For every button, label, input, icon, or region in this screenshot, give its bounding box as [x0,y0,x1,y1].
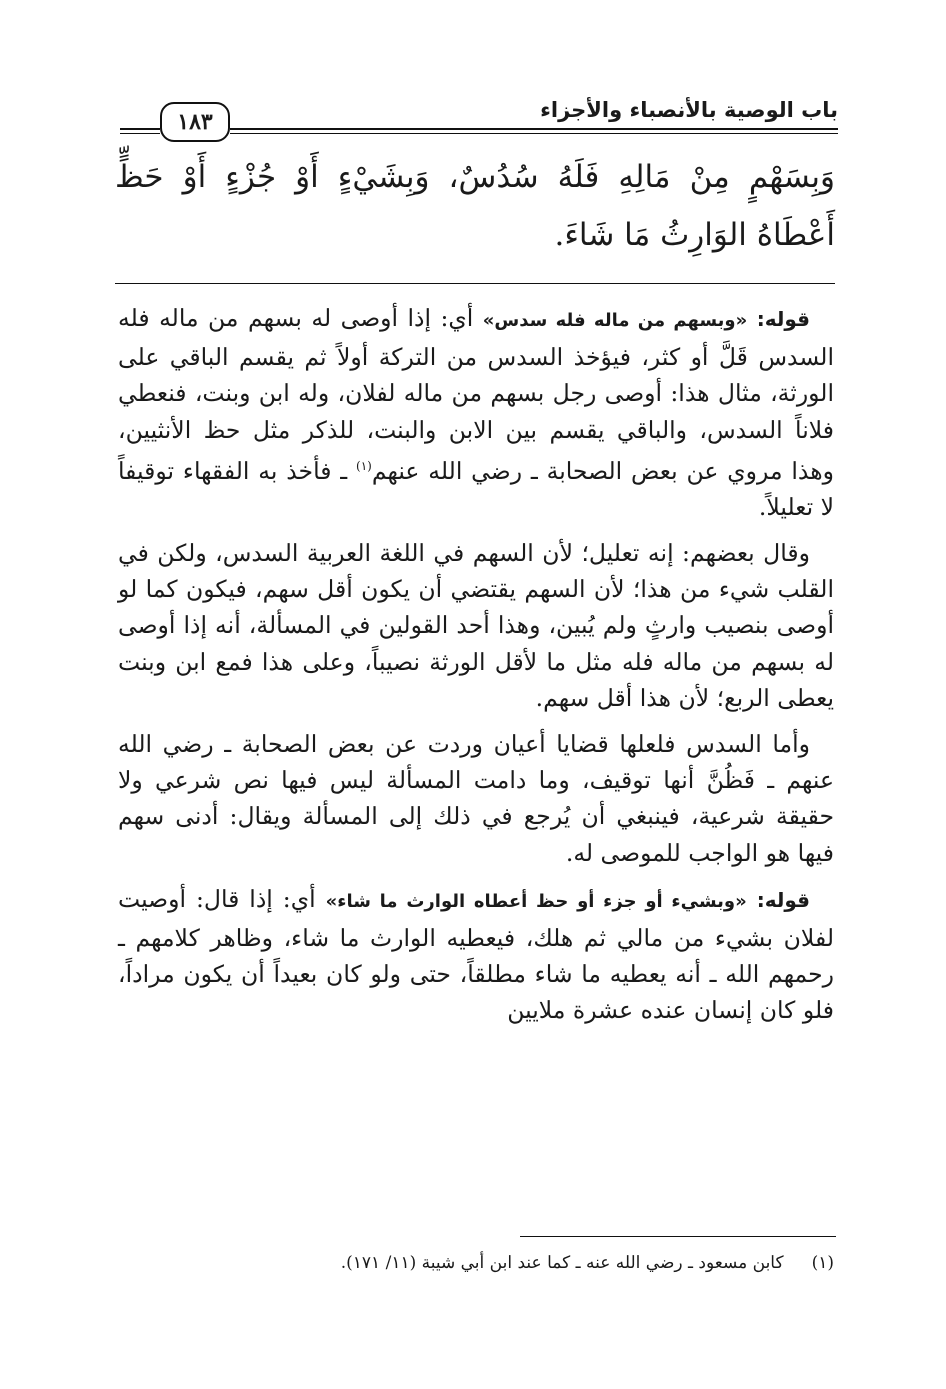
page-number: ١٨٣ [160,102,230,142]
footnote-marker[interactable]: (١) [356,458,372,473]
paragraph-3: وأما السدس فلعلها قضايا أعيان وردت عن بعض الصحابة ـ رضي الله عنهم ـ فَظُنَّ أنها توقيف، وما دامت المسألة ليس فيها نص شرعي ولا حقيقة شرعية، فينبغي أن يُرجع في ذلك إلى المسألة ويقال: أدنى سهم فيها هو الواجب للموصى له. [118,730,834,867]
matn-text: وَبِسَهْمٍ مِنْ مَالِهِ فَلَهُ سُدُسٌ، وَبِشَيْءٍ أَوْ جُزْءٍ أَوْ حَظٍّ أَعْطَاهُ الوَارِثُ مَا شَاءَ. [115,159,835,253]
quoted-matn: «وبشيء أو جزء أو حظ أعطاه الوارث ما شاء» [325,890,747,912]
paragraph-2: وقال بعضهم: إنه تعليل؛ لأن السهم في اللغة العربية السدس، ولكن في القلب شيء من هذا؛ لأن السهم يقتضي أن يكون أقل سهم، فيكون كما لو أوصى بنصيب وارثٍ ولم يُبين، وهذا أحد القولين في المسألة، أنه إذا أوصى له بسهم من ماله فله مثل ما لأقل الورثة نصيباً، وعلى هذا فمع ابن وبنت يعطى الربع؛ لأن هذا أقل سهم. [118,539,834,712]
footnote-number: (١) [811,1253,834,1273]
header-rule [230,128,838,134]
commentary [118,300,834,1039]
paragraph-lead: قوله: [756,307,810,331]
paragraph-text-continued: ـ فأخذ به الفقهاء توقيفاً لا تعليلاً. [118,456,834,521]
matn-divider [115,283,835,284]
paragraph-1 [118,300,834,525]
footnote-divider [520,1236,836,1237]
chapter-title: باب الوصية بالأنصباء والأجزاء [540,98,838,122]
paragraph-4 [118,881,834,1029]
paragraph-lead: قوله: [756,887,810,912]
paragraph-text: أي: إذا أوصى له بسهم من ماله فله السدس قَلَّ أو كثر، فيؤخذ السدس من التركة أولاً ثم يقسم الباقي على الورثة، مثال هذا: أوصى رجل بسهم من ماله لفلان، وله ابن وبنت، فنعطي فلاناً السدس، والباقي يقسم بين الابن والبنت، للذكر مثل حظ الأنثيين، وهذا مروي عن بعض الصحابة ـ رضي الله عنهم [118,304,834,485]
header-rule-left [120,128,160,134]
running-header [120,96,838,146]
paragraph-text: أي: إذا قال: أوصيت لفلان بشيء من مالي ثم هلك، فيعطيه الوارث ما شاء، وظاهر كلامهم ـ رحمهم الله ـ أنه يعطيه ما شاء مطلقاً، حتى ولو كان بعيداً أن يكون مراداً، فلو كان إنسان عنده عشرة ملايين [118,884,834,1025]
footnote [118,1250,834,1276]
quoted-matn: «وبسهم من ماله فله سدس» [482,310,748,331]
footnote-text: كابن مسعود ـ رضي الله عنه ـ كما عند ابن أبي شيبة (١١/ ١٧١). [340,1253,784,1273]
